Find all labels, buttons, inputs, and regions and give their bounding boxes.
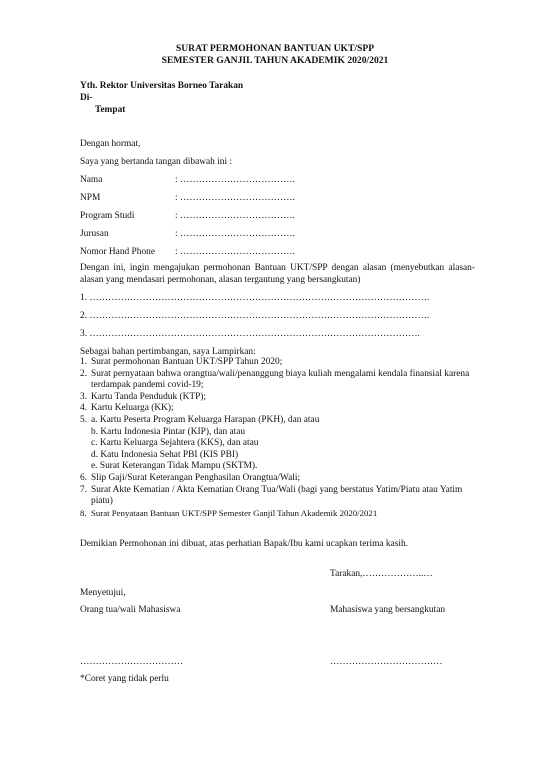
letter-subtitle: SEMESTER GANJIL TAHUN AKADEMIK 2020/2021: [161, 55, 389, 66]
list-item: 8. Surat Penyataan Bantuan UKT/SPP Semester Ganjil Tahun Akademik 2020/2021: [80, 507, 378, 518]
field-value-nama: : ……………………………….: [175, 175, 295, 185]
reason-line-1: 1. ……………………………………………………………………………………………….: [80, 293, 430, 303]
place-date: Tarakan,………………..…: [330, 569, 433, 579]
list-item: 6. Slip Gaji/Surat Keterangan Penghasilan Orangtua/Wali;: [80, 472, 301, 483]
field-value-npm: : ……………………………….: [175, 193, 295, 203]
field-label-hp: Nomor Hand Phone: [80, 247, 155, 257]
recipient-line-3: Tempat: [95, 105, 126, 115]
list-item: c. Kartu Keluarga Sejahtera (KKS), dan atau: [91, 438, 259, 449]
list-item: d. Katu Indonesia Sehat PBI (KIS PBI): [91, 449, 239, 460]
attachments-intro: Sebagai bahan pertimbangan, saya Lampirkan:: [80, 347, 256, 357]
reason-line-3: 3. …………………………………………………………………………………………….: [80, 329, 420, 339]
intro-text: Saya yang bertanda tangan dibawah ini :: [80, 157, 233, 167]
letter-title: SURAT PERMOHONAN BANTUAN UKT/SPP: [175, 43, 375, 54]
signature-line-right: ………………………………: [330, 657, 443, 667]
closing-text: Demikian Permohonan ini dibuat, atas perhatian Bapak/Ibu kami ucapkan terima kasih.: [80, 539, 409, 549]
list-item: 5. a. Kartu Peserta Program Keluarga Harapan (PKH), dan atau: [80, 414, 320, 425]
list-item: e. Surat Keterangan Tidak Mampu (SKTM).: [91, 461, 258, 472]
field-value-hp: : ……………………………….: [175, 247, 295, 257]
approval-label: Menyetujui,: [80, 588, 126, 598]
field-value-jurusan: : ……………………………….: [175, 229, 295, 239]
signer-left-label: Orang tua/wali Mahasiswa: [80, 605, 181, 615]
reason-line-2: 2. ……………………………………………………………………………………………….: [80, 311, 430, 321]
field-label-npm: NPM: [80, 193, 101, 203]
recipient-line-1: Yth. Rektor Universitas Borneo Tarakan: [80, 81, 244, 91]
field-label-prodi: Program Studi: [80, 211, 135, 221]
reason-paragraph: Dengan ini, ingin mengajukan permohonan Bantuan UKT/SPP dengan alasan (menyebutkan alasan-alasan yang mendasari permohonan, alasan tergantung yang bersangkutan): [80, 263, 475, 285]
list-item: 3. Kartu Tanda Penduduk (KTP);: [80, 391, 207, 402]
list-item: 7. Surat Akte Kematian / Akta Kematian Orang Tua/Wali (bagi yang berstatus Yatim/Piatu atau Yatim piatu): [80, 484, 463, 507]
list-item: 1. Surat permohonan Bantuan UKT/SPP Tahun 2020;: [80, 357, 283, 367]
attachments-list: [80, 357, 475, 519]
field-label-jurusan: Jurusan: [80, 229, 109, 239]
list-item: 4. Kartu Keluarga (KK);: [80, 403, 174, 414]
list-item: 2. Surat pernyataan bahwa orangtua/wali/penanggung biaya kuliah mengalami kendala finansial karena terdampak pandemi covid-19;: [80, 368, 470, 391]
signer-right-label: Mahasiswa yang bersangkutan: [330, 605, 446, 615]
field-label-nama: Nama: [80, 175, 103, 185]
greeting: Dengan hormat,: [80, 139, 141, 149]
field-value-prodi: : ……………………………….: [175, 211, 295, 221]
list-item: b. Kartu Indonesia Pintar (KIP), dan atau: [91, 426, 246, 437]
signature-line-left: ……………………………: [80, 657, 184, 667]
recipient-line-2: Di-: [80, 93, 93, 103]
footnote: *Coret yang tidak perlu: [80, 674, 169, 684]
